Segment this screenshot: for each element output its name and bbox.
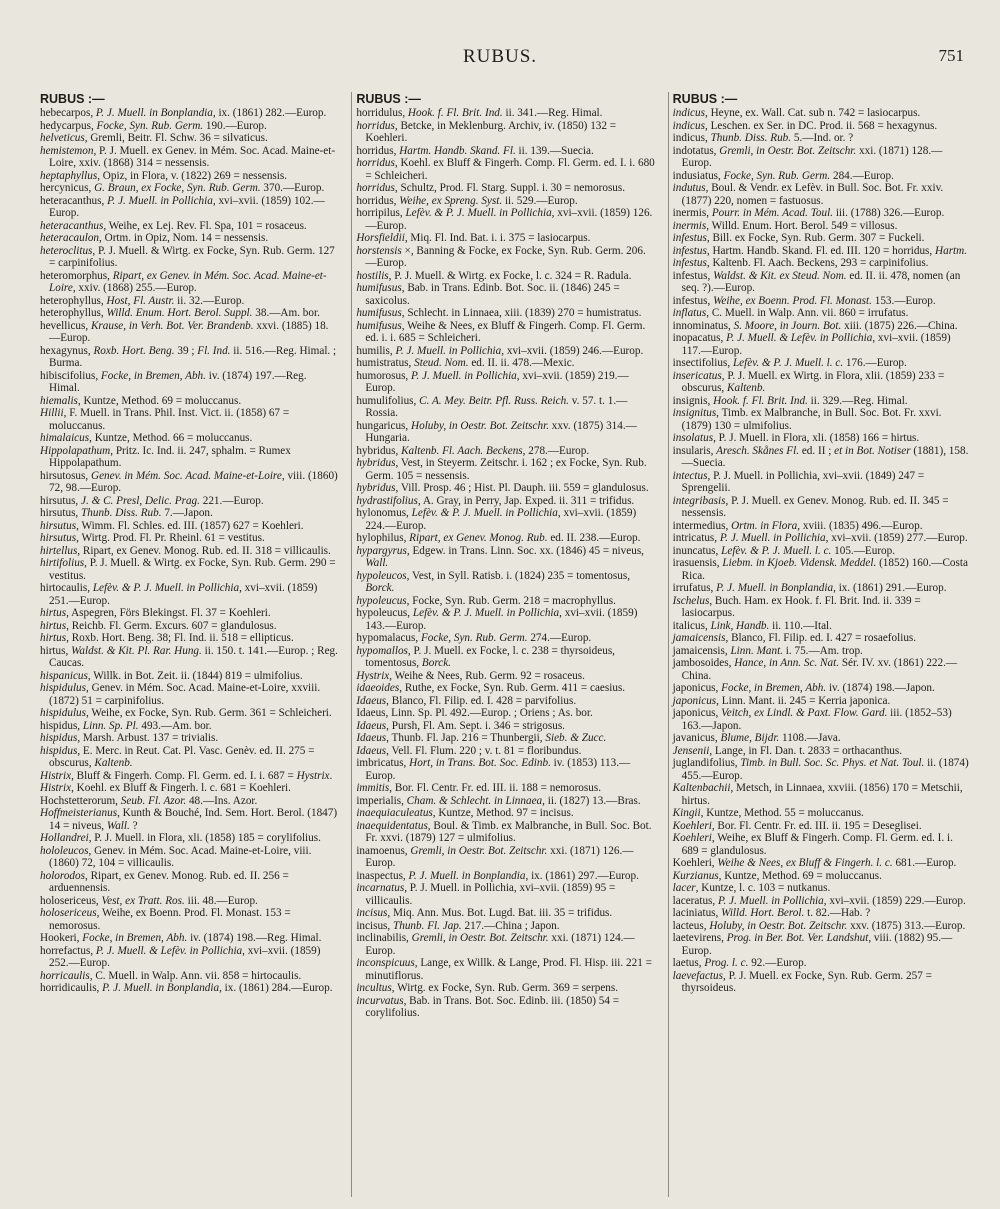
index-entry: infestus, Kaltenb. Fl. Aach. Beckens, 293 = carpinifolius. <box>672 257 929 269</box>
column-3 <box>668 92 976 1197</box>
index-entry: horstensis ×, Banning & Focke, ex Focke, Syn. Rub. Germ. 206.—Europ. <box>356 244 646 269</box>
index-entry: indicus, Leschen. ex Ser. in DC. Prod. ii. 568 = hexagynus. <box>672 119 938 132</box>
index-entry: integribasis, P. J. Muell. ex Genev. Monog. Rub. ed. II. 345 = nessensis. <box>672 494 949 519</box>
index-entry: Koehleri, Bor. Fl. Centr. Fr. ed. III. ii. 195 = Deseglisei. <box>672 819 922 832</box>
index-entry: hirsutosus, Genev. in Mém. Soc. Acad. Maine-et-Loire, viii. (1860) 72, 98.—Europ. <box>40 469 338 494</box>
index-entry: inuncatus, Lefèv. & P. J. Muell. l. c. 105.—Europ. <box>672 544 896 557</box>
index-entry: insignitus, Timb. ex Malbranche, in Bull. Soc. Bot. Fr. xxvi. (1879) 130 = ulmifolius. <box>672 407 942 432</box>
index-entry: insolatus, P. J. Muell. in Flora, xli. (1858) 166 = hirtus. <box>672 432 920 444</box>
index-entry: Hystrix, Weihe & Nees, Rub. Germ. 92 = rosaceus. <box>356 669 585 682</box>
index-entry: hydrastifolius, A. Gray, in Perry, Jap. Exped. ii. 311 = trifidus. <box>356 494 635 507</box>
index-entry: Idaeus, Vell. Fl. Flum. 220 ; v. t. 81 = floribundus. <box>356 744 582 757</box>
index-entry: hirtus, Waldst. & Kit. Pl. Rar. Hung. ii. 150. t. 141.—Europ. ; Reg. Caucas. <box>40 644 338 669</box>
index-entry: laetevirens, Prog. in Ber. Bot. Ver. Landshut, viii. (1882) 95.—Europ. <box>672 932 953 957</box>
index-entry: hirtocaulis, Lefèv. & P. J. Muell. in Pollichia, xvi–xvii. (1859) 251.—Europ. <box>40 582 318 607</box>
index-entry: hirtus, Reichb. Fl. Germ. Excurs. 607 = glandulosus. <box>40 619 277 632</box>
index-entry: heteracaulon, Ortm. in Opiz, Nom. 14 = nessensis. <box>40 232 269 244</box>
index-entry: jamaicensis, Blanco, Fl. Filip. ed. I. 427 = rosaefolius. <box>672 632 917 644</box>
index-entry: insularis, Aresch. Skånes Fl. ed. II ; et in Bot. Notiser (1881), 158.—Suecia. <box>672 444 969 469</box>
index-entry: horricaulis, C. Muell. in Walp. Ann. vii. 858 = hirtocaulis. <box>40 969 302 982</box>
index-entry: hylophilus, Ripart, ex Genev. Monog. Rub. ed. II. 238.—Europ. <box>356 532 641 544</box>
index-entry: irrufatus, P. J. Muell. in Bonplandia, ix. (1861) 291.—Europ. <box>672 582 947 594</box>
index-entry: hybridus, Kaltenb. Fl. Aach. Beckens, 278.—Europ. <box>356 444 590 457</box>
index-entry: Kaltenbachii, Metsch, in Linnaea, xxviii. (1856) 170 = Metschii, hirtus. <box>672 782 963 807</box>
index-entry: incisus, Thunb. Fl. Jap. 217.—China ; Japon. <box>356 919 560 932</box>
index-entry: hibiscifolius, Focke, in Bremen, Abh. iv. (1874) 197.—Reg. Himal. <box>40 369 307 394</box>
index-entry: Idaeus, Pursh, Fl. Am. Sept. i. 346 = strigosus. <box>356 719 565 732</box>
index-entry: Hollandrei, P. J. Muell. in Flora, xli. (1858) 185 = corylifolius. <box>40 832 321 844</box>
index-entry: hispidus, Marsh. Arbust. 137 = trivialis. <box>40 732 219 744</box>
index-entry: Kingii, Kuntze, Method. 55 = moluccanus. <box>672 807 864 819</box>
index-entry: insectifolius, Lefèv. & P. J. Muell. l. c. 176.—Europ. <box>672 357 907 369</box>
index-entry: hololeucos, Genev. in Mém. Soc. Acad. Maine-et-Loire, viii. (1860) 72, 104 = villicaulis. <box>40 844 312 869</box>
index-entry: horridulus, Hook. f. Fl. Brit. Ind. ii. 341.—Reg. Himal. <box>356 107 603 119</box>
index-entry: indicus, Heyne, ex. Wall. Cat. sub n. 742 = lasiocarpus. <box>672 107 921 119</box>
index-entry: inaequiaculeatus, Kuntze, Method. 97 = incisus. <box>356 807 574 819</box>
index-entry: hispidus, Linn. Sp. Pl. 493.—Am. bor. <box>40 719 212 732</box>
index-entry: Hookeri, Focke, in Bremen, Abh. iv. (1874) 198.—Reg. Himal. <box>40 932 322 944</box>
index-entry: incultus, Wirtg. ex Focke, Syn. Rub. Germ. 369 = serpens. <box>356 982 619 994</box>
index-entry: idaeoides, Ruthe, ex Focke, Syn. Rub. Germ. 411 = caesius. <box>356 682 626 694</box>
index-entry: incarnatus, P. J. Muell. in Pollichia, xvi–xvii. (1859) 95 = villicaulis. <box>356 882 616 907</box>
index-entry: inconspicuus, Lange, ex Willk. & Lange, Prod. Fl. Hisp. iii. 221 = minutiflorus. <box>356 957 652 982</box>
index-entry: inaequidentatus, Boul. & Timb. ex Malbranche, in Bull. Soc. Bot. Fr. xxvi. (1879) 127 = ulmifolius. <box>356 819 652 844</box>
index-entry: heteracanthus, P. J. Muell. in Pollichia, xvi–xvii. (1859) 102.—Europ. <box>40 194 325 219</box>
index-entry: laciniatus, Willd. Hort. Berol. t. 82.—Hab. ? <box>672 907 871 919</box>
index-entry: javanicus, Blume, Bijdr. 1108.—Java. <box>672 732 841 744</box>
index-entry: Koehleri, Weihe & Nees, ex Bluff & Fingerh. l. c. 681.—Europ. <box>672 857 957 869</box>
index-entry: heterophyllus, Willd. Enum. Hort. Berol. Suppl. 38.—Am. bor. <box>40 307 320 319</box>
index-entry: hypoleucus, Lefèv. & P. J. Muell. in Pollichia, xvi–xvii. (1859) 143.—Europ. <box>356 607 638 632</box>
running-title: RUBUS. <box>462 46 538 67</box>
index-entry: hirsutus, Wimm. Fl. Schles. ed. III. (1857) 627 = Koehleri. <box>40 519 304 532</box>
index-entry: laevefactus, P. J. Muell. ex Focke, Syn. Rub. Germ. 257 = thyrsoideus. <box>672 969 932 994</box>
entry-list <box>673 107 972 995</box>
entry-list <box>356 107 655 1020</box>
index-entry: inopacatus, P. J. Muell. & Lefèv. in Pollichia, xvi–xvii. (1859) 117.—Europ. <box>672 332 951 357</box>
column-header: RUBUS :— <box>356 92 421 106</box>
index-entry: imperialis, Cham. & Schlecht. in Linnaea, ii. (1827) 13.—Bras. <box>356 794 641 807</box>
index-entry: hylonomus, Lefèv. & P. J. Muell. in Pollichia, xvi–xvii. (1859) 224.—Europ. <box>356 507 637 532</box>
index-entry: hypargyrus, Edgew. in Trans. Linn. Soc. xx. (1846) 45 = niveus, Wall. <box>356 544 644 569</box>
index-entry: hirsutus, Wirtg. Prod. Fl. Pr. Rheinl. 61 = vestitus. <box>40 532 265 544</box>
column-1 <box>36 92 343 1197</box>
index-entry: hypoleucus, Focke, Syn. Rub. Germ. 218 = macrophyllus. <box>356 594 616 607</box>
index-entry: lacer, Kuntze, l. c. 103 = nutkanus. <box>672 882 831 894</box>
index-entry: heterophyllus, Host, Fl. Austr. ii. 32.—Europ. <box>40 294 245 307</box>
index-entry: hypoleucos, Vest, in Syll. Ratisb. i. (1824) 235 = tomentosus, Borck. <box>356 569 630 594</box>
index-entry: hercynicus, G. Braun, ex Focke, Syn. Rub. Germ. 370.—Europ. <box>40 182 325 194</box>
index-entry: hispidulus, Genev. in Mém. Soc. Acad. Maine-et-Loire, xxviii. (1872) 51 = carpinifolius. <box>40 682 321 707</box>
index-entry: irasuensis, Liebm. in Kjoeb. Vidensk. Meddel. (1852) 160.—Costa Rica. <box>672 557 968 582</box>
index-entry: hungaricus, Holuby, in Oestr. Bot. Zeitschr. xxv. (1875) 314.—Hungaria. <box>356 419 637 444</box>
index-entry: Hippolapathum, Pritz. Ic. Ind. ii. 247, sphalm. = Rumex Hippolapathum. <box>40 444 291 469</box>
index-entry: hirsutus, J. & C. Presl, Delic. Prag. 221.—Europ. <box>40 494 264 507</box>
index-entry: horridus, Koehl. ex Bluff & Fingerh. Comp. Fl. Germ. ed. I. i. 680 = Schleicheri. <box>356 157 655 182</box>
index-entry: insignis, Hook. f. Fl. Brit. Ind. ii. 329.—Reg. Himal. <box>672 394 908 407</box>
index-entry: hiemalis, Kuntze, Method. 69 = moluccanus. <box>40 394 242 407</box>
index-entry: hispidus, E. Merc. in Reut. Cat. Pl. Vasc. Genèv. ed. II. 275 = obscurus, Kaltenb. <box>40 744 315 769</box>
index-entry: incisus, Miq. Ann. Mus. Bot. Lugd. Bat. iii. 35 = trifidus. <box>356 907 613 919</box>
index-entry: japonicus, Linn. Mant. ii. 245 = Kerria japonica. <box>672 694 891 707</box>
index-entry: intectus, P. J. Muell. in Pollichia, xvi–xvii. (1849) 247 = Sprengelii. <box>672 469 925 494</box>
index-entry: hispidulus, Weihe, ex Focke, Syn. Rub. Germ. 361 = Schleicheri. <box>40 707 332 719</box>
index-entry: innominatus, S. Moore, in Journ. Bot. xiii. (1875) 226.—China. <box>672 319 958 332</box>
index-entry: horridus, Weihe, ex Spreng. Syst. ii. 529.—Europ. <box>356 194 578 207</box>
index-entry: hirtifolius, P. J. Muell. & Wirtg. ex Focke, Syn. Rub. Germ. 290 = vestitus. <box>40 557 336 582</box>
index-entry: hevellicus, Krause, in Verh. Bot. Ver. Brandenb. xxvi. (1885) 18.—Europ. <box>40 319 329 344</box>
index-entry: immitis, Bor. Fl. Centr. Fr. ed. III. ii. 188 = nemorosus. <box>356 782 602 794</box>
index-entry: hirtus, Roxb. Hort. Beng. 38; Fl. Ind. ii. 518 = ellipticus. <box>40 632 294 644</box>
index-entry: lacteus, Holuby, in Oestr. Bot. Zeitschr. xxv. (1875) 313.—Europ. <box>672 919 966 932</box>
index-entry: Idaeus, Blanco, Fl. Filip. ed. I. 428 = parvifolius. <box>356 694 577 707</box>
index-entry: infestus, Weihe, ex Boenn. Prod. Fl. Monast. 153.—Europ. <box>672 294 936 307</box>
index-entry: intricatus, P. J. Muell. in Pollichia, xvi–xvii. (1859) 277.—Europ. <box>672 532 968 544</box>
entry-list <box>40 107 339 995</box>
index-entry: Hillii, F. Muell. in Trans. Phil. Inst. Vict. ii. (1858) 67 = moluccanus. <box>40 407 290 432</box>
index-entry: humilis, P. J. Muell. in Pollichia, xvi–xvii. (1859) 246.—Europ. <box>356 344 644 357</box>
index-entry: hedycarpus, Focke, Syn. Rub. Germ. 190.—Europ. <box>40 119 267 132</box>
index-entry: hirtellus, Ripart, ex Genev. Monog. Rub. ed. II. 318 = villicaulis. <box>40 544 331 557</box>
index-entry: inermis, Willd. Enum. Hort. Berol. 549 = villosus. <box>672 219 898 232</box>
index-entry: hypomallos, P. J. Muell. ex Focke, l. c. 238 = thyrsoideus, tomentosus, Borck. <box>356 644 615 669</box>
index-entry: inclinabilis, Gremli, in Oestr. Bot. Zeitschr. xxi. (1871) 124.—Europ. <box>356 932 635 957</box>
index-entry: Histrix, Koehl. ex Bluff & Fingerh. l. c. 681 = Koehleri. <box>40 782 291 794</box>
index-entry: indutus, Boul. & Vendr. ex Lefèv. in Bull. Soc. Bot. Fr. xxiv. (1877) 220, nomen = fastuosus. <box>672 182 944 207</box>
index-entry: laceratus, P. J. Muell. in Pollichia, xvi–xvii. (1859) 229.—Europ. <box>672 894 966 907</box>
index-entry: infestus, Hartm. Handb. Skand. Fl. ed. III. 120 = horridus, Hartm. <box>672 244 968 257</box>
index-entry: horridicaulis, P. J. Muell. in Bonplandia, ix. (1861) 284.—Europ. <box>40 982 333 994</box>
index-entry: italicus, Link, Handb. ii. 110.—Ital. <box>672 619 832 632</box>
index-entry: Jensenii, Lange, in Fl. Dan. t. 2833 = orthacanthus. <box>672 744 903 757</box>
index-entry: hostilis, P. J. Muell. & Wirtg. ex Focke, l. c. 324 = R. Radula. <box>356 269 632 282</box>
index-entry: horridus, Hartm. Handb. Skand. Fl. ii. 139.—Suecia. <box>356 144 594 157</box>
index-entry: inaspectus, P. J. Muell. in Bonplandia, ix. (1861) 297.—Europ. <box>356 869 639 882</box>
index-entry: holosericeus, Weihe, ex Boenn. Prod. Fl. Monast. 153 = nemorosus. <box>40 907 291 932</box>
index-entry: hypomalacus, Focke, Syn. Rub. Germ. 274.—Europ. <box>356 632 592 644</box>
index-entry: helveticus, Gremli, Beitr. Fl. Schw. 36 = silvaticus. <box>40 132 268 144</box>
index-entry: humifusus, Schlecht. in Linnaea, xiii. (1839) 270 = humistratus. <box>356 307 642 319</box>
column-header: RUBUS :— <box>40 92 105 106</box>
index-entry: hemistemon, P. J. Muell. ex Genev. in Mém. Soc. Acad. Maine-et-Loire, xxiv. (1868) 314 = nessensis. <box>40 144 336 169</box>
index-entry: Horsfieldii, Miq. Fl. Ind. Bat. i. i. 375 = lasiocarpus. <box>356 232 591 244</box>
index-entry: Ischelus, Buch. Ham. ex Hook. f. Fl. Brit. Ind. ii. 339 = lasiocarpus. <box>672 594 921 619</box>
index-entry: infestus, Bill. ex Focke, Syn. Rub. Germ. 307 = Fuckeli. <box>672 232 925 244</box>
index-entry: indicus, Thunb. Diss. Rub. 5.—Ind. or. ? <box>672 132 854 144</box>
index-entry: Idaeus, Linn. Sp. Pl. 492.—Europ. ; Oriens ; As. bor. <box>356 707 593 719</box>
page-number: 751 <box>938 46 964 65</box>
index-entry: horripilus, Lefèv. & P. J. Muell. in Pollichia, xvi–xvii. (1859) 126.—Europ. <box>356 207 653 232</box>
index-entry: jamaicensis, Linn. Mant. i. 75.—Am. trop. <box>672 644 863 657</box>
index-entry: infestus, Waldst. & Kit. ex Steud. Nom. ed. II. ii. 478, nomen (an seq. ?).—Europ. <box>672 269 961 294</box>
index-entry: humorosus, P. J. Muell. in Pollichia, xvi–xvii. (1859) 219.—Europ. <box>356 369 629 394</box>
index-entry: insericatus, P. J. Muell. ex Wirtg. in Flora, xlii. (1859) 233 = obscurus, Kaltenb. <box>672 369 945 394</box>
index-entry: humistratus, Steud. Nom. ed. II. ii. 478.—Mexic. <box>356 357 575 369</box>
index-entry: Hochstetterorum, Seub. Fl. Azor. 48.—Ins. Azor. <box>40 794 258 807</box>
index-entry: humulifolius, C. A. Mey. Beitr. Pfl. Russ. Reich. v. 57. t. 1.—Rossia. <box>356 394 628 419</box>
index-entry: hirsutus, Thunb. Diss. Rub. 7.—Japon. <box>40 507 213 519</box>
index-entry: japonicus, Veitch, ex Lindl. & Paxt. Flow. Gard. iii. (1852–53) 163.—Japon. <box>672 707 952 732</box>
index-entry: laetus, Prog. l. c. 92.—Europ. <box>672 957 807 969</box>
index-entry: Kurzianus, Kuntze, Method. 69 = moluccanus. <box>672 869 882 882</box>
index-entry: inermis, Pourr. in Mém. Acad. Toul. iii. (1788) 326.—Europ. <box>672 207 945 219</box>
index-entry: heteromorphus, Ripart, ex Genev. in Mém. Soc. Acad. Maine-et-Loire, xxiv. (1868) 255.—Europ. <box>40 269 327 294</box>
index-entry: hispanicus, Willk. in Bot. Zeit. ii. (1844) 819 = ulmifolius. <box>40 669 303 682</box>
index-entry: imbricatus, Hort, in Trans. Bot. Soc. Edinb. iv. (1853) 113.—Europ. <box>356 757 631 782</box>
index-entry: hirtus, Aspegren, Förs Blekingst. Fl. 37 = Koehleri. <box>40 607 271 619</box>
index-entry: heteroclitus, P. J. Muell. & Wirtg. ex Focke, Syn. Rub. Germ. 127 = carpinifolius. <box>40 244 335 269</box>
index-entry: holorodos, Ripart, ex Genev. Monog. Rub. ed. II. 256 = arduennensis. <box>40 869 289 894</box>
index-entry: horridus, Betcke, in Meklenburg. Archiv, iv. (1850) 132 = Koehleri. <box>356 119 617 144</box>
index-entry: horrefactus, P. J. Muell. & Lefèv. in Pollichia, xvi–xvii. (1859) 252.—Europ. <box>40 944 321 969</box>
running-head <box>0 44 1000 74</box>
index-entry: humifusus, Weihe & Nees, ex Bluff & Fingerh. Comp. Fl. Germ. ed. i. i. 685 = Schleicheri. <box>356 319 646 344</box>
index-entry: jambosoides, Hance, in Ann. Sc. Nat. Sér. IV. xv. (1861) 222.—China. <box>672 657 958 682</box>
index-entry: japonicus, Focke, in Bremen, Abh. iv. (1874) 198.—Japon. <box>672 682 935 694</box>
index-entry: humifusus, Bab. in Trans. Edinb. Bot. Soc. ii. (1846) 245 = saxicolus. <box>356 282 620 307</box>
index-entry: incurvatus, Bab. in Trans. Bot. Soc. Edinb. iii. (1850) 54 = corylifolius. <box>356 994 620 1019</box>
index-entry: heptaphyllus, Opiz, in Flora, v. (1822) 269 = nessensis. <box>40 169 288 182</box>
index-entry: indusiatus, Focke, Syn. Rub. Germ. 284.—Europ. <box>672 169 894 182</box>
index-entry: Hoffmeisterianus, Kunth & Bouché, Ind. Sem. Hort. Berol. (1847) 14 = niveus, Wall. ? <box>40 807 338 832</box>
index-entry: Koehleri, Weihe, ex Bluff & Fingerh. Comp. Fl. Germ. ed. I. i. 689 = glandulosus. <box>672 832 953 857</box>
index-entry: hebecarpos, P. J. Muell. in Bonplandia, ix. (1861) 282.—Europ. <box>40 107 327 119</box>
index-entry: hybridus, Vest, in Steyerm. Zeitschr. i. 162 ; ex Focke, Syn. Rub. Germ. 105 = nessensis. <box>356 457 647 482</box>
index-entry: juglandifolius, Timb. in Bull. Soc. Sc. Phys. et Nat. Toul. ii. (1874) 455.—Europ. <box>672 757 969 782</box>
index-entry: Idaeus, Thunb. Fl. Jap. 216 = Thunbergii, Sieb. & Zucc. <box>356 732 607 744</box>
column-header: RUBUS :— <box>672 92 738 106</box>
index-entry: Histrix, Bluff & Fingerh. Comp. Fl. Germ. ed. I. i. 687 = Hystrix. <box>40 769 333 782</box>
column-2 <box>351 92 659 1197</box>
columns <box>36 92 976 1197</box>
index-entry: hybridus, Vill. Prosp. 46 ; Hist. Pl. Dauph. iii. 559 = glandulosus. <box>356 482 649 494</box>
index-entry: indotatus, Gremli, in Oestr. Bot. Zeitschr. xxi. (1871) 128.—Europ. <box>672 144 943 169</box>
index-entry: intermedius, Ortm. in Flora, xviii. (1835) 496.—Europ. <box>672 519 923 532</box>
index-entry: inflatus, C. Muell. in Walp. Ann. vii. 860 = irrufatus. <box>672 307 909 319</box>
index-entry: heteracanthus, Weihe, ex Lej. Rev. Fl. Spa, 101 = rosaceus. <box>40 219 307 232</box>
index-entry: holosericeus, Vest, ex Tratt. Ros. iii. 48.—Europ. <box>40 894 258 907</box>
index-entry: horridus, Schultz, Prod. Fl. Starg. Suppl. i. 30 = nemorosus. <box>356 182 626 194</box>
index-entry: hexagynus, Roxb. Hort. Beng. 39 ; Fl. Ind. ii. 516.—Reg. Himal. ; Burma. <box>40 344 337 369</box>
index-entry: inamoenus, Gremli, in Oestr. Bot. Zeitschr. xxi. (1871) 126.—Europ. <box>356 844 634 869</box>
index-entry: himalaicus, Kuntze, Method. 66 = moluccanus. <box>40 432 253 444</box>
